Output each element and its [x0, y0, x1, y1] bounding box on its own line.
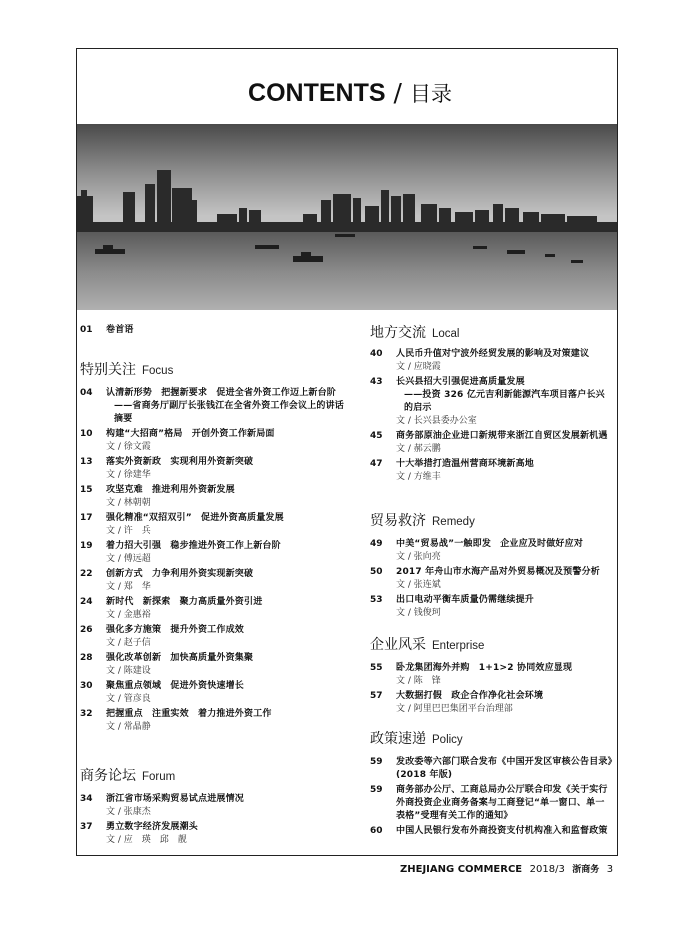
toc-title: 落实外资新政 实现利用外资新突破 — [106, 457, 254, 467]
toc-entry[interactable] — [370, 690, 613, 716]
toc-author: 文 / 赵子信 — [106, 638, 151, 648]
toc-entry[interactable] — [370, 376, 613, 428]
toc-title-en: CONTENTS — [248, 79, 386, 107]
toc-entry[interactable] — [370, 756, 613, 782]
section-title-policy — [370, 730, 613, 754]
toc-title: 中国人民银行发布外商投资支付机构准入和监督政策 — [396, 826, 608, 836]
page-number: 3 — [606, 864, 614, 875]
toc-title: 人民币升值对宁波外经贸发展的影响及对策建议 — [396, 349, 590, 359]
contents-title — [0, 78, 700, 108]
toc-title: 认清新形势 把握新要求 促进全省外资工作迈上新台阶 — [106, 388, 337, 398]
toc-page: 47 — [370, 459, 383, 469]
toc-title: 长兴县招大引强促进高质量发展 — [396, 377, 525, 387]
toc-entry[interactable] — [80, 596, 348, 622]
toc-entry[interactable] — [370, 825, 613, 838]
section-title-local — [370, 324, 613, 348]
toc-title-cn: 地方交流 — [370, 325, 426, 341]
toc-title: 发改委等六部门联合发布《中国开发区审核公告目录》(2018 年版) — [396, 757, 613, 780]
focus-section — [80, 361, 348, 736]
toc-page: 22 — [80, 569, 93, 579]
toc-title: 浙江省市场采购贸易试点进展情况 — [106, 794, 245, 804]
toc-page: 32 — [80, 709, 93, 719]
toc-title: 中美“贸易战”一触即发 企业应及时做好应对 — [396, 539, 584, 549]
toc-title-en: Local — [432, 328, 460, 340]
toc-entry[interactable] — [370, 458, 613, 484]
toc-title: 强化改革创新 加快高质量外资集聚 — [106, 653, 254, 663]
toc-author: 文 / 徐文霞 — [106, 442, 151, 452]
toc-title-cn: 企业风采 — [370, 637, 426, 653]
toc-page: 17 — [80, 513, 93, 523]
toc-page: 55 — [370, 663, 383, 673]
toc-title-en: Policy — [432, 734, 463, 746]
toc-title: 构建“大招商”格局 开创外资工作新局面 — [106, 429, 275, 439]
toc-page: 60 — [370, 826, 383, 836]
toc-title-en: Remedy — [432, 516, 475, 528]
toc-title-en: Focus — [142, 365, 174, 377]
toc-entry[interactable] — [80, 428, 348, 454]
issue-number: 2018/3 — [529, 864, 565, 875]
enterprise-section — [370, 636, 613, 718]
toc-title: 大数据打假 政企合作净化社会环境 — [396, 691, 544, 701]
toc-entry[interactable] — [370, 594, 613, 620]
toc-entry[interactable] — [80, 624, 348, 650]
toc-author: 文 / 应 瑛 邱 靓 — [106, 835, 187, 845]
toc-title-cn: 目录 — [409, 82, 452, 106]
cover-photo — [77, 124, 617, 310]
toc-title: 着力招大引强 稳步推进外资工作上新台阶 — [106, 541, 281, 551]
toc-page: 19 — [80, 541, 93, 551]
toc-author: 文 / 傅远超 — [106, 554, 151, 564]
toc-author: 文 / 张向亮 — [396, 552, 441, 562]
toc-author: 文 / 张连斌 — [396, 580, 441, 590]
toc-author: 文 / 徐建华 — [106, 470, 151, 480]
toc-sub: ——省商务厅副厅长张钱江在全省外资工作会议上的讲话摘要 — [114, 401, 345, 424]
toc-page: 50 — [370, 567, 383, 577]
toc-author: 文 / 林朝朝 — [106, 498, 151, 508]
toc-page: 04 — [80, 388, 93, 398]
toc-author: 文 / 阿里巴巴集团平台治理部 — [396, 704, 513, 714]
toc-author: 文 / 长兴县委办公室 — [396, 416, 477, 426]
toc-author: 文 / 金惠裕 — [106, 610, 151, 620]
toc-title: 强化精准“双招双引” 促进外资高质量发展 — [106, 513, 284, 523]
toc-title-cn: 商务论坛 — [80, 768, 136, 784]
toc-page: 53 — [370, 595, 383, 605]
toc-title: 把握重点 注重实效 着力推进外资工作 — [106, 709, 272, 719]
toc-author: 文 / 郑 华 — [106, 582, 151, 592]
toc-title: 十大举措打造温州营商环境新高地 — [396, 459, 535, 469]
page-footer — [400, 862, 613, 875]
toc-title: 卧龙集团海外并购 1+1>2 协同效应显现 — [396, 663, 573, 673]
toc-page: 37 — [80, 822, 93, 832]
toc-title: 强化多方施策 提升外资工作成效 — [106, 625, 245, 635]
toc-page: 13 — [80, 457, 93, 467]
toc-page: 24 — [80, 597, 93, 607]
toc-title: 聚焦重点领域 促进外资快速增长 — [106, 681, 245, 691]
toc-title-cn: 政策速递 — [370, 731, 426, 747]
forum-section — [80, 767, 348, 849]
toc-page: 45 — [370, 431, 383, 441]
intro-section — [80, 324, 348, 339]
toc-entry[interactable] — [80, 652, 348, 678]
toc-entry[interactable] — [370, 662, 613, 688]
toc-page: 43 — [370, 377, 383, 387]
toc-page: 26 — [80, 625, 93, 635]
toc-title-en: Forum — [142, 771, 176, 783]
toc-sub: ——投资 326 亿元吉利新能源汽车项目落户长兴的启示 — [404, 390, 605, 413]
toc-page: 15 — [80, 485, 93, 495]
toc-page: 10 — [80, 429, 93, 439]
toc-entry[interactable] — [80, 512, 348, 538]
toc-author: 文 / 许 兵 — [106, 526, 151, 536]
toc-author: 文 / 应晓霞 — [396, 362, 441, 372]
toc-author: 文 / 郝云鹏 — [396, 444, 441, 454]
toc-page: 59 — [370, 785, 383, 795]
toc-entry[interactable] — [80, 324, 348, 337]
toc-entry[interactable] — [370, 538, 613, 564]
toc-author: 文 / 钱俊珂 — [396, 608, 441, 618]
toc-author: 文 / 陈 锋 — [396, 676, 441, 686]
toc-entry[interactable] — [80, 387, 348, 426]
toc-author: 文 / 常晶静 — [106, 722, 151, 732]
section-title-forum — [80, 767, 348, 791]
toc-entry[interactable] — [80, 540, 348, 566]
toc-title: 2017 年舟山市水海产品对外贸易概况及预警分析 — [396, 567, 600, 577]
toc-author: 文 / 管彦良 — [106, 694, 151, 704]
toc-title: 出口电动平衡车质量仍需继续提升 — [396, 595, 535, 605]
toc-page: 30 — [80, 681, 93, 691]
remedy-section — [370, 512, 613, 622]
toc-page: 01 — [80, 325, 93, 335]
policy-section — [370, 730, 613, 840]
toc-entry[interactable] — [370, 348, 613, 374]
toc-title: 商务部原油企业进口新规带来浙江自贸区发展新机遇 — [396, 431, 608, 441]
toc-entry[interactable] — [80, 568, 348, 594]
toc-title: 勇立数字经济发展潮头 — [106, 822, 199, 832]
section-title-focus — [80, 361, 348, 385]
toc-entry[interactable] — [80, 821, 348, 847]
section-title-remedy — [370, 512, 613, 536]
toc-page: 28 — [80, 653, 93, 663]
toc-page: 34 — [80, 794, 93, 804]
toc-page: 59 — [370, 757, 383, 767]
toc-page: 40 — [370, 349, 383, 359]
magazine-logo: 浙商务 — [572, 865, 600, 875]
toc-title: 攻坚克难 推进利用外资新发展 — [106, 485, 235, 495]
toc-title-cn: 特别关注 — [80, 362, 136, 378]
toc-entry[interactable] — [80, 680, 348, 706]
toc-entry[interactable] — [370, 784, 613, 823]
local-section — [370, 324, 613, 486]
toc-entry[interactable] — [370, 430, 613, 456]
toc-entry[interactable] — [370, 566, 613, 592]
toc-title-cn: 贸易救济 — [370, 513, 426, 529]
toc-author: 文 / 陈建设 — [106, 666, 151, 676]
toc-page: 49 — [370, 539, 383, 549]
section-title-enterprise — [370, 636, 613, 660]
toc-entry[interactable] — [80, 708, 348, 734]
toc-author: 文 / 张康杰 — [106, 807, 151, 817]
toc-entry[interactable] — [80, 793, 348, 819]
toc-title-en: Enterprise — [432, 640, 485, 652]
toc-sep: / — [393, 78, 402, 107]
magazine-name: ZHEJIANG COMMERCE — [400, 864, 523, 875]
toc-title: 商务部办公厅、工商总局办公厅联合印发《关于实行外商投资企业商务备案与工商登记“单一窗口、单一表格”受理有关工作的通知》 — [396, 785, 608, 821]
toc-entry[interactable] — [80, 484, 348, 510]
toc-author: 文 / 方维丰 — [396, 472, 441, 482]
toc-title: 新时代 新探索 聚力高质量外资引进 — [106, 597, 263, 607]
toc-title: 卷首语 — [106, 325, 134, 335]
toc-title: 创新方式 力争利用外资实现新突破 — [106, 569, 254, 579]
toc-page: 57 — [370, 691, 383, 701]
toc-entry[interactable] — [80, 456, 348, 482]
